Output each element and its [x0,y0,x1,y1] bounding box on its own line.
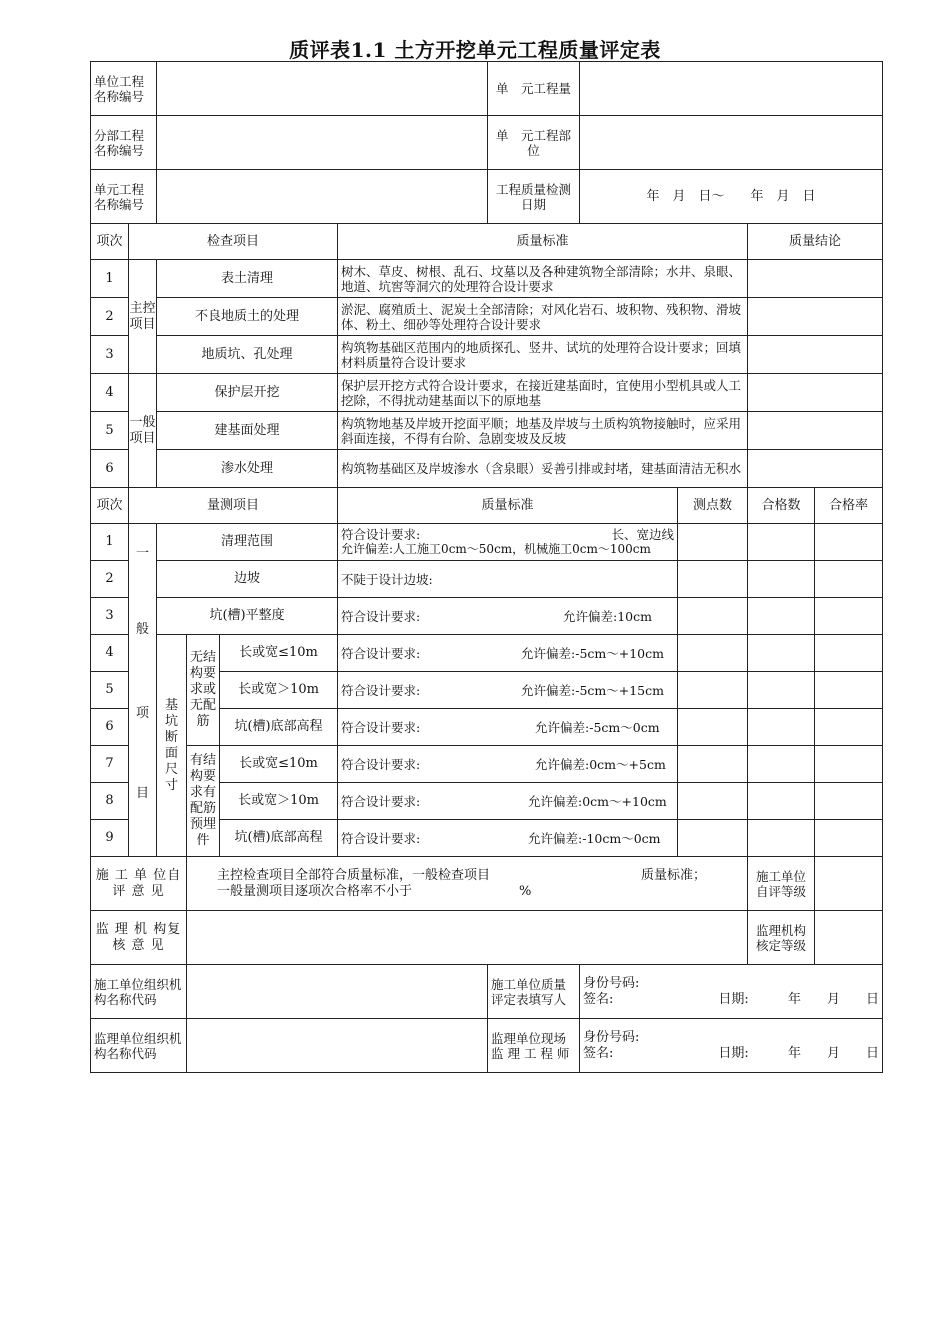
unit-element-location-label: 单 元工程部位 [488,116,580,170]
measure-row-item: 坑(槽)底部高程 [220,820,338,857]
contractor-grade-field[interactable] [815,857,883,911]
opinion-line2-a: 一般量测项目逐项次合格率不小于 [217,883,413,899]
std-b: 允许偏差:0cm～+5cm [535,756,666,772]
measure-row-item: 清理范围 [157,524,338,561]
measure-row-no: 6 [91,709,129,746]
inspect-row-no: 3 [91,336,129,374]
measure-row-no: 3 [91,598,129,635]
measure-rate-cell[interactable] [815,635,883,672]
supervisor-grade-label: 监理机构核定等级 [748,911,815,965]
measure-pass-cell[interactable] [748,746,815,783]
measure-row-item: 坑(槽)平整度 [157,598,338,635]
contractor-filler-label: 施工单位质量评定表填写人 [488,965,580,1019]
std-b: 允许偏差:-5cm～0cm [535,719,660,735]
measure-pass-cell[interactable] [748,635,815,672]
pit-section-group: 基坑断面尺寸 [157,635,187,857]
sign-label: 签名: [583,991,614,1007]
inspect-row-no: 6 [91,450,129,488]
group-char: 般 [136,622,150,637]
measure-rate-cell[interactable] [815,709,883,746]
main-control-group: 主控项目 [129,260,157,374]
measure-general-group [129,524,157,857]
inspection-date-value[interactable]: 年 月 日～ 年 月 日 [580,170,883,224]
std-a: 符合设计要求: [341,830,421,846]
sub-project-field[interactable] [157,116,488,170]
inspect-col-standard: 质量标准 [338,224,748,260]
measure-rate-cell[interactable] [815,820,883,857]
supervisor-signature-block[interactable] [580,1019,883,1073]
measure-rate-cell[interactable] [815,524,883,561]
supervisor-org-field[interactable] [187,1019,488,1073]
page-title: 质评表1.1 土方开挖单元工程质量评定表 [289,38,661,62]
inspect-row-item: 表土清理 [157,260,338,298]
measure-row-item: 长或宽≤10m [220,746,338,783]
group-char: 一 [136,546,150,561]
measure-pass-cell[interactable] [748,709,815,746]
inspect-row-standard: 保护层开挖方式符合设计要求，在接近建基面时，宜使用小型机具或人工挖除，不得扰动建基面以下的原地基 [338,374,748,412]
id-label: 身份号码: [583,975,640,991]
inspect-row-item: 建基面处理 [157,412,338,450]
measure-pass-cell[interactable] [748,820,815,857]
opinion-line1-a: 主控检查项目全部符合质量标准，一般检查项目 [217,867,491,883]
measure-row-standard [338,709,678,746]
measure-points-cell[interactable] [678,561,748,598]
inspect-row-conclusion[interactable] [748,450,883,488]
general-group: 一般项目 [129,374,157,488]
inspect-row-conclusion[interactable] [748,298,883,336]
measure-pass-cell[interactable] [748,561,815,598]
inspect-row-conclusion[interactable] [748,374,883,412]
std-c: 允许偏差:人工施工0cm～50cm，机械施工0cm～100cm [341,542,651,556]
inspect-row-item: 不良地质土的处理 [157,298,338,336]
inspect-row-conclusion[interactable] [748,412,883,450]
unit-project-field[interactable] [157,62,488,116]
unit-element-location-field[interactable] [580,116,883,170]
measure-col-points: 测点数 [678,488,748,524]
measure-row-standard [338,783,678,820]
inspect-row-no: 4 [91,374,129,412]
inspect-row-item: 地质坑、孔处理 [157,336,338,374]
with-structure-group: 有结构要求有配筋预埋件 [187,746,220,857]
measure-points-cell[interactable] [678,746,748,783]
inspection-date-label: 工程质量检测日期 [488,170,580,224]
date-ymd: 年 月 日 [788,991,880,1007]
measure-col-item: 量测项目 [129,488,338,524]
date-label: 日期: [718,991,749,1007]
std-a: 符合设计要求: [341,645,421,661]
measure-row-no: 1 [91,524,129,561]
measure-row-no: 7 [91,746,129,783]
measure-col-rate: 合格率 [815,488,883,524]
supervisor-opinion-label: 监 理 机 构复 核 意 见 [91,911,187,965]
measure-row-no: 5 [91,672,129,709]
no-structure-group: 无结构要求或无配筋 [187,635,220,746]
measure-rate-cell[interactable] [815,783,883,820]
measure-row-no: 8 [91,783,129,820]
unit-element-label: 单元工程名称编号 [91,170,157,224]
measure-pass-cell[interactable] [748,524,815,561]
inspect-row-item: 保护层开挖 [157,374,338,412]
measure-row-no: 2 [91,561,129,598]
sign-label: 签名: [583,1045,614,1061]
measure-pass-cell[interactable] [748,598,815,635]
measure-row-item: 边坡 [157,561,338,598]
measure-rate-cell[interactable] [815,561,883,598]
contractor-signature-block[interactable] [580,965,883,1019]
measure-row-item: 长或宽≤10m [220,635,338,672]
measure-row-no: 4 [91,635,129,672]
inspect-row-standard: 树木、草皮、树根、乱石、坟墓以及各种建筑物全部清除；水井、泉眼、地道、坑窖等洞穴的处理符合设计要求 [338,260,748,298]
measure-row-standard [338,598,678,635]
inspect-row-no: 1 [91,260,129,298]
measure-row-item: 长或宽＞10m [220,783,338,820]
measure-points-cell[interactable] [678,598,748,635]
inspect-row-standard: 淤泥、腐殖质土、泥炭土全部清除；对风化岩石、坡积物、残积物、滑坡体、粉土、细砂等处理符合设计要求 [338,298,748,336]
measure-row-no: 9 [91,820,129,857]
measure-row-standard [338,524,678,561]
std-a: 符合设计要求: [341,756,421,772]
measure-points-cell[interactable] [678,672,748,709]
std-a: 符合设计要求: [341,719,421,735]
inspect-col-conclusion: 质量结论 [748,224,883,260]
measure-points-cell[interactable] [678,820,748,857]
contractor-opinion-text[interactable] [187,857,748,911]
date-label: 日期: [718,1045,749,1061]
measure-col-no: 项次 [91,488,129,524]
unit-project-label: 单位工程名称编号 [91,62,157,116]
measure-col-standard: 质量标准 [338,488,678,524]
measure-row-standard [338,746,678,783]
group-char: 目 [136,786,150,801]
unit-element-qty-label: 单 元工程量 [488,62,580,116]
contractor-org-label: 施工单位组织机构名称代码 [91,965,187,1019]
std-a: 符合设计要求: [341,527,421,542]
id-label: 身份号码: [583,1029,640,1045]
contractor-org-field[interactable] [187,965,488,1019]
measure-rate-cell[interactable] [815,672,883,709]
std-b: 允许偏差:-5cm～+10cm [521,645,664,661]
unit-element-field[interactable] [157,170,488,224]
measure-row-standard [338,635,678,672]
measure-col-pass: 合格数 [748,488,815,524]
group-char: 项 [136,706,150,721]
measure-points-cell[interactable] [678,635,748,672]
date-ymd: 年 月 日 [788,1045,880,1061]
measure-rate-cell[interactable] [815,598,883,635]
supervisor-org-label: 监理单位组织机构名称代码 [91,1019,187,1073]
supervisor-opinion-field[interactable] [187,911,748,965]
inspect-row-standard: 构筑物基础区及岸坡渗水（含泉眼）妥善引排或封堵，建基面清洁无积水 [338,450,748,488]
supervisor-grade-field[interactable] [815,911,883,965]
quality-evaluation-table [90,61,883,1073]
measure-row-standard [338,561,678,598]
measure-row-item: 长或宽＞10m [220,672,338,709]
contractor-opinion-label: 施 工 单 位自 评 意 见 [91,857,187,911]
inspect-row-no: 2 [91,298,129,336]
supervisor-engineer-label: 监理单位现场监 理 工 程 师 [488,1019,580,1073]
unit-element-qty-field[interactable] [580,62,883,116]
std-b: 允许偏差:-10cm～0cm [528,830,661,846]
inspect-row-standard: 构筑物地基及岸坡开挖面平顺；地基及岸坡与土质构筑物接触时，应采用斜面连接，不得有台阶、急剧变坡及反坡 [338,412,748,450]
inspect-col-no: 项次 [91,224,129,260]
measure-row-standard [338,672,678,709]
inspect-row-item: 渗水处理 [157,450,338,488]
measure-points-cell[interactable] [678,524,748,561]
std-b: 允许偏差:0cm～+10cm [528,793,667,809]
std-a: 不陡于设计边坡: [341,571,433,587]
sub-project-label: 分部工程名称编号 [91,116,157,170]
std-b: 允许偏差:10cm [563,608,652,624]
std-a: 符合设计要求: [341,793,421,809]
measure-pass-cell[interactable] [748,672,815,709]
inspect-row-conclusion[interactable] [748,336,883,374]
measure-points-cell[interactable] [678,709,748,746]
std-a: 符合设计要求: [341,608,421,624]
inspect-row-standard: 构筑物基础区范围内的地质探孔、竖井、试坑的处理符合设计要求；回填材料质量符合设计要求 [338,336,748,374]
inspect-col-item: 检查项目 [129,224,338,260]
contractor-grade-label: 施工单位自评等级 [748,857,815,911]
inspect-row-no: 5 [91,412,129,450]
measure-row-standard [338,820,678,857]
measure-points-cell[interactable] [678,783,748,820]
std-b: 允许偏差:-5cm～+15cm [521,682,664,698]
measure-row-item: 坑(槽)底部高程 [220,709,338,746]
std-b: 长、宽边线 [611,527,675,542]
measure-rate-cell[interactable] [815,746,883,783]
opinion-line2-b: % [519,883,532,899]
opinion-line1-b: 质量标准； [641,867,707,883]
std-a: 符合设计要求: [341,682,421,698]
inspect-row-conclusion[interactable] [748,260,883,298]
measure-pass-cell[interactable] [748,783,815,820]
